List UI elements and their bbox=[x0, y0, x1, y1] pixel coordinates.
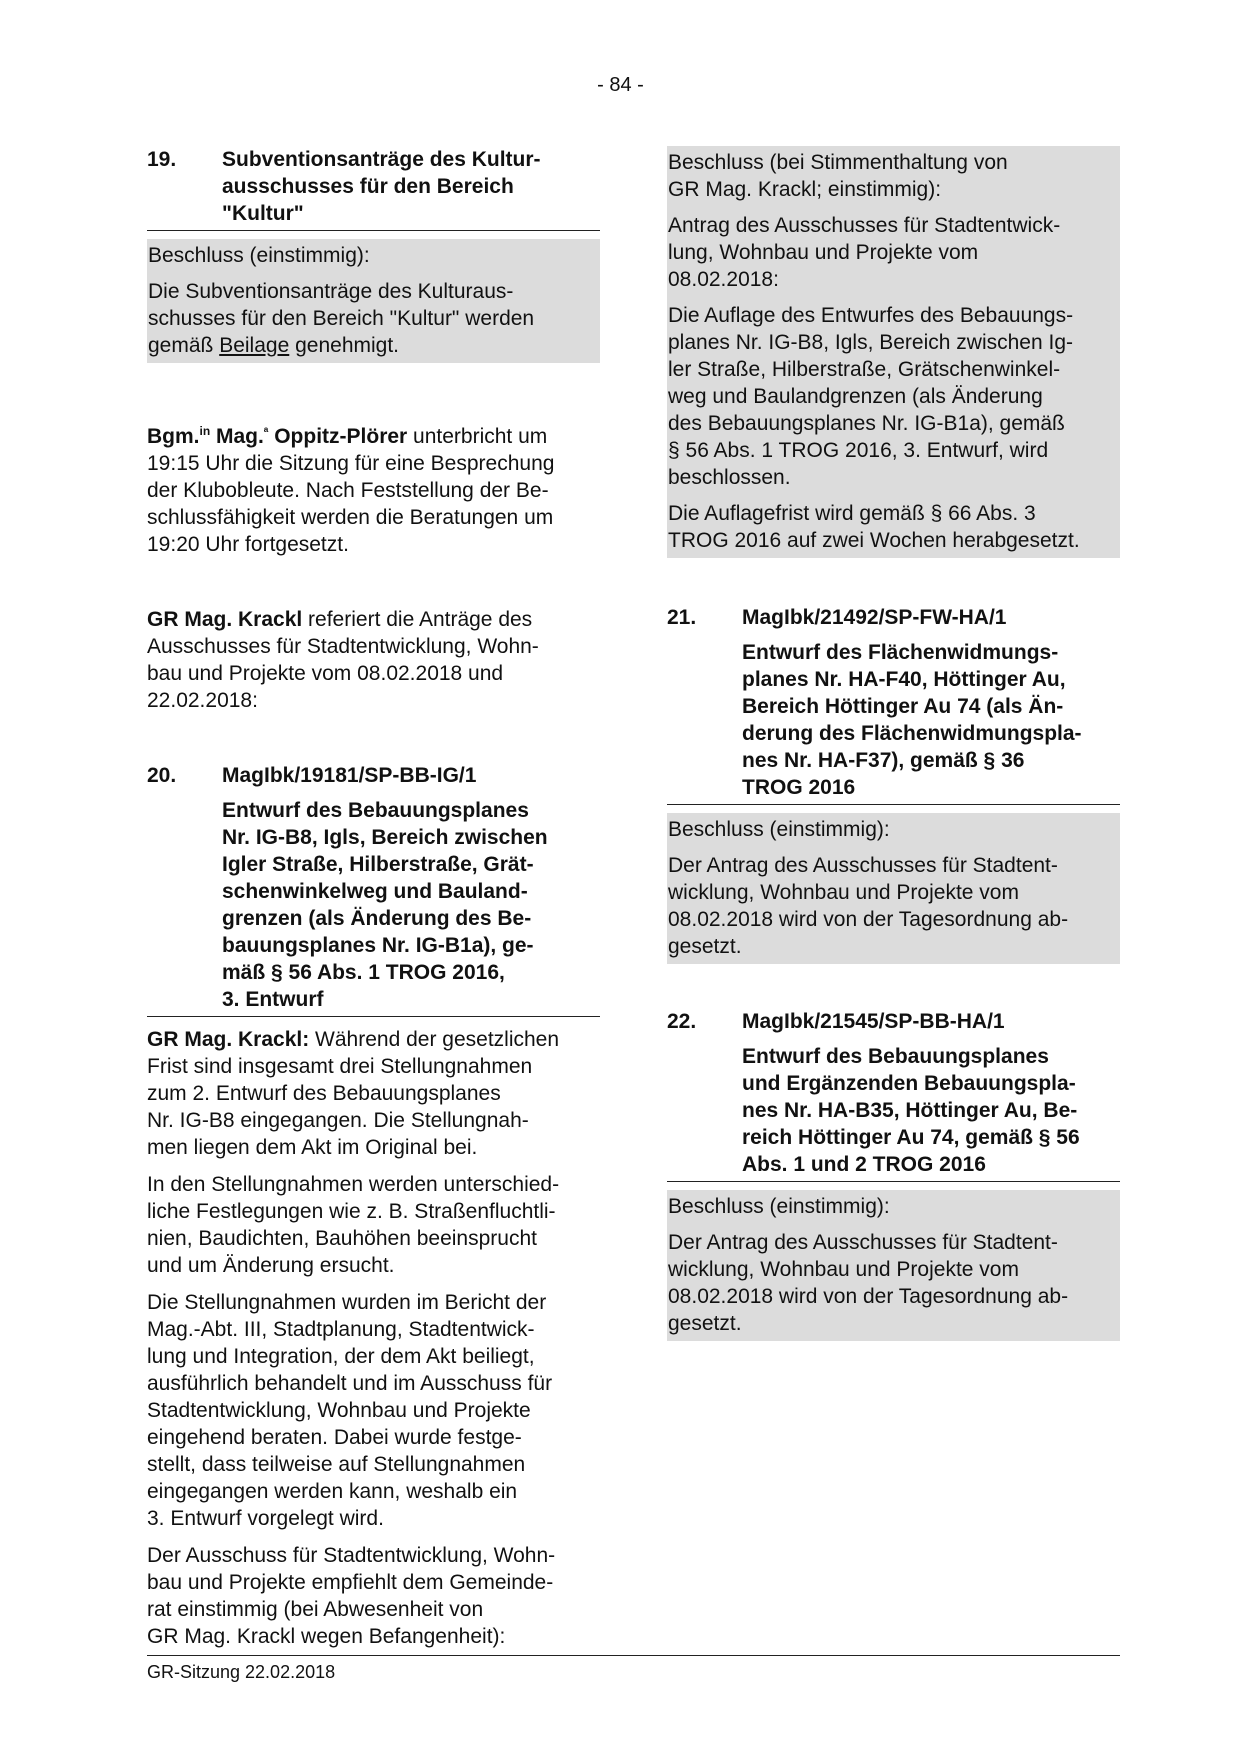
item-code: MagIbk/21492/SP-FW-HA/1 bbox=[742, 606, 1007, 629]
decision-box-20 bbox=[667, 146, 1120, 558]
item-number: 19. bbox=[147, 148, 177, 171]
decision-heading: Beschluss (bei Stimmenthaltung von GR Mag. Krackl; einstimmig): bbox=[668, 151, 1008, 201]
item-title: Entwurf des Bebauungsplanes Nr. IG-B8, Igls, Bereich zwischen Igler Straße, Hilberstraße, Grät- schenwinkelweg und Bauland- grenzen (als Änderung des Be- bauungsplanes Nr. IG-B1a), ge- mäß § 56 Abs. 1 TROG 2016, 3. Entwurf bbox=[222, 799, 548, 1011]
speaker-name: GR Mag. Krackl: bbox=[147, 1028, 310, 1051]
krackl-statement-p4: Der Ausschuss für Stadtentwicklung, Wohn- bau und Projekte empfiehlt dem Gemeinde- rat einstimmig (bei Abwesenheit von GR Mag. Krackl wegen Befangenheit): bbox=[147, 1544, 556, 1648]
item-title-line: ausschusses für den Bereich bbox=[222, 175, 514, 198]
item-title-line: Subventionsanträge des Kultur- bbox=[222, 148, 541, 171]
decision-heading: Beschluss (einstimmig): bbox=[668, 1195, 890, 1218]
oppitz-paragraph: Bgm.$^{in}$ Mag.$^ᵃ$ Oppitz-Plörer unterbricht um 19:15 Uhr die Sitzung für eine Besprechung der Klubobleute. Nach Feststellung der Be- schlussfähigkeit werden die Beratungen um 19:20 Uhr fortgesetzt. bbox=[147, 424, 555, 556]
krackl-statement-p1: GR Mag. Krackl: Während der gesetzlichen Frist sind insgesamt drei Stellungnahmen zum 2. Entwurf des Bebauungsplanes Nr. IG-B8 eingegangen. Die Stellungnah- men liegen dem Akt im Original bei. bbox=[147, 1028, 560, 1159]
item-title-line: "Kultur" bbox=[222, 202, 304, 225]
decision-text: Die Auflagefrist wird gemäß § 66 Abs. 3 TROG 2016 auf zwei Wochen herabgesetzt. bbox=[668, 502, 1080, 552]
item-title: Entwurf des Flächenwidmungs- planes Nr. HA-F40, Höttinger Au, Bereich Höttinger Au 74 (als Än- derung des Flächenwidmungspla- nes Nr. HA-F37), gemäß § 36 TROG 2016 bbox=[742, 641, 1082, 799]
krackl-intro-paragraph: GR Mag. Krackl referiert die Anträge des Ausschusses für Stadtentwicklung, Wohn- bau und Projekte vom 08.02.2018 und 22.02.2018: bbox=[147, 608, 539, 712]
speaker-name: Bgm.$^{in}$ Mag.$^ᵃ$ Oppitz-Plörer bbox=[147, 424, 408, 448]
footer-rule bbox=[147, 1655, 1120, 1656]
decision-heading: Beschluss (einstimmig): bbox=[148, 244, 370, 267]
decision-text: Der Antrag des Ausschusses für Stadtent- wicklung, Wohnbau und Projekte vom 08.02.2018 wird von der Tagesordnung ab- gesetzt. bbox=[668, 854, 1069, 958]
item-code: MagIbk/21545/SP-BB-HA/1 bbox=[742, 1010, 1005, 1033]
krackl-statement-p3: Die Stellungnahmen wurden im Bericht der Mag.-Abt. III, Stadtplanung, Stadtentwick- lung und Integration, der dem Akt beiliegt, ausführlich behandelt und im Ausschuss für Stadtentwicklung, Wohnbau und Projekte eingehend beraten. Dabei wurde festge- stellt, dass teilweise auf Stellungnahmen eingegangen werden kann, weshalb ein 3. Entwurf vorgelegt wird. bbox=[147, 1291, 553, 1530]
decision-heading: Beschluss (einstimmig): bbox=[668, 818, 890, 841]
decision-text: Die Auflage des Entwurfes des Bebauungs- planes Nr. IG-B8, Igls, Bereich zwischen Ig- ler Straße, Hilberstraße, Grätschenwinkel- weg und Baulandgrenzen (als Änderung des Bebauungsplanes Nr. IG-B1a), gemäß § 56 Abs. 1 TROG 2016, 3. Entwurf, wird beschlossen. bbox=[668, 304, 1074, 489]
decision-box-22 bbox=[667, 1190, 1120, 1341]
item-number: 22. bbox=[667, 1010, 697, 1033]
decision-box-21 bbox=[667, 813, 1120, 964]
footer-text: GR-Sitzung 22.02.2018 bbox=[147, 1662, 336, 1682]
decision-text: Antrag des Ausschusses für Stadtentwick- lung, Wohnbau und Projekte vom 08.02.2018: bbox=[668, 214, 1061, 291]
item-21-heading bbox=[667, 604, 1120, 805]
item-20-heading bbox=[147, 762, 600, 1017]
beilage-link[interactable]: Beilage bbox=[219, 334, 290, 357]
speaker-name: GR Mag. Krackl bbox=[147, 608, 303, 631]
item-22-heading bbox=[667, 1008, 1120, 1182]
decision-text: Die Subventionsanträge des Kulturaus- schusses für den Bereich "Kultur" werden gemäß Beilage genehmigt. bbox=[148, 280, 535, 357]
right-column bbox=[667, 146, 1120, 1341]
item-title: Entwurf des Bebauungsplanes und Ergänzenden Bebauungspla- nes Nr. HA-B35, Höttinger Au, Be- reich Höttinger Au 74, gemäß § 56 Abs. 1 und 2 TROG 2016 bbox=[742, 1045, 1080, 1176]
item-code: MagIbk/19181/SP-BB-IG/1 bbox=[222, 764, 477, 787]
left-column bbox=[147, 146, 600, 1650]
decision-box-19 bbox=[147, 239, 600, 363]
page-number: - 84 - bbox=[597, 74, 644, 96]
item-19-heading bbox=[147, 146, 600, 231]
krackl-statement-p2: In den Stellungnahmen werden unterschied- liche Festlegungen wie z. B. Straßenfluchtli- nien, Baudichten, Bauhöhen beeinsprucht und um Änderung ersucht. bbox=[147, 1173, 560, 1277]
decision-text: Der Antrag des Ausschusses für Stadtent- wicklung, Wohnbau und Projekte vom 08.02.2018 wird von der Tagesordnung ab- gesetzt. bbox=[668, 1231, 1069, 1335]
item-number: 21. bbox=[667, 606, 697, 629]
item-number: 20. bbox=[147, 764, 177, 787]
